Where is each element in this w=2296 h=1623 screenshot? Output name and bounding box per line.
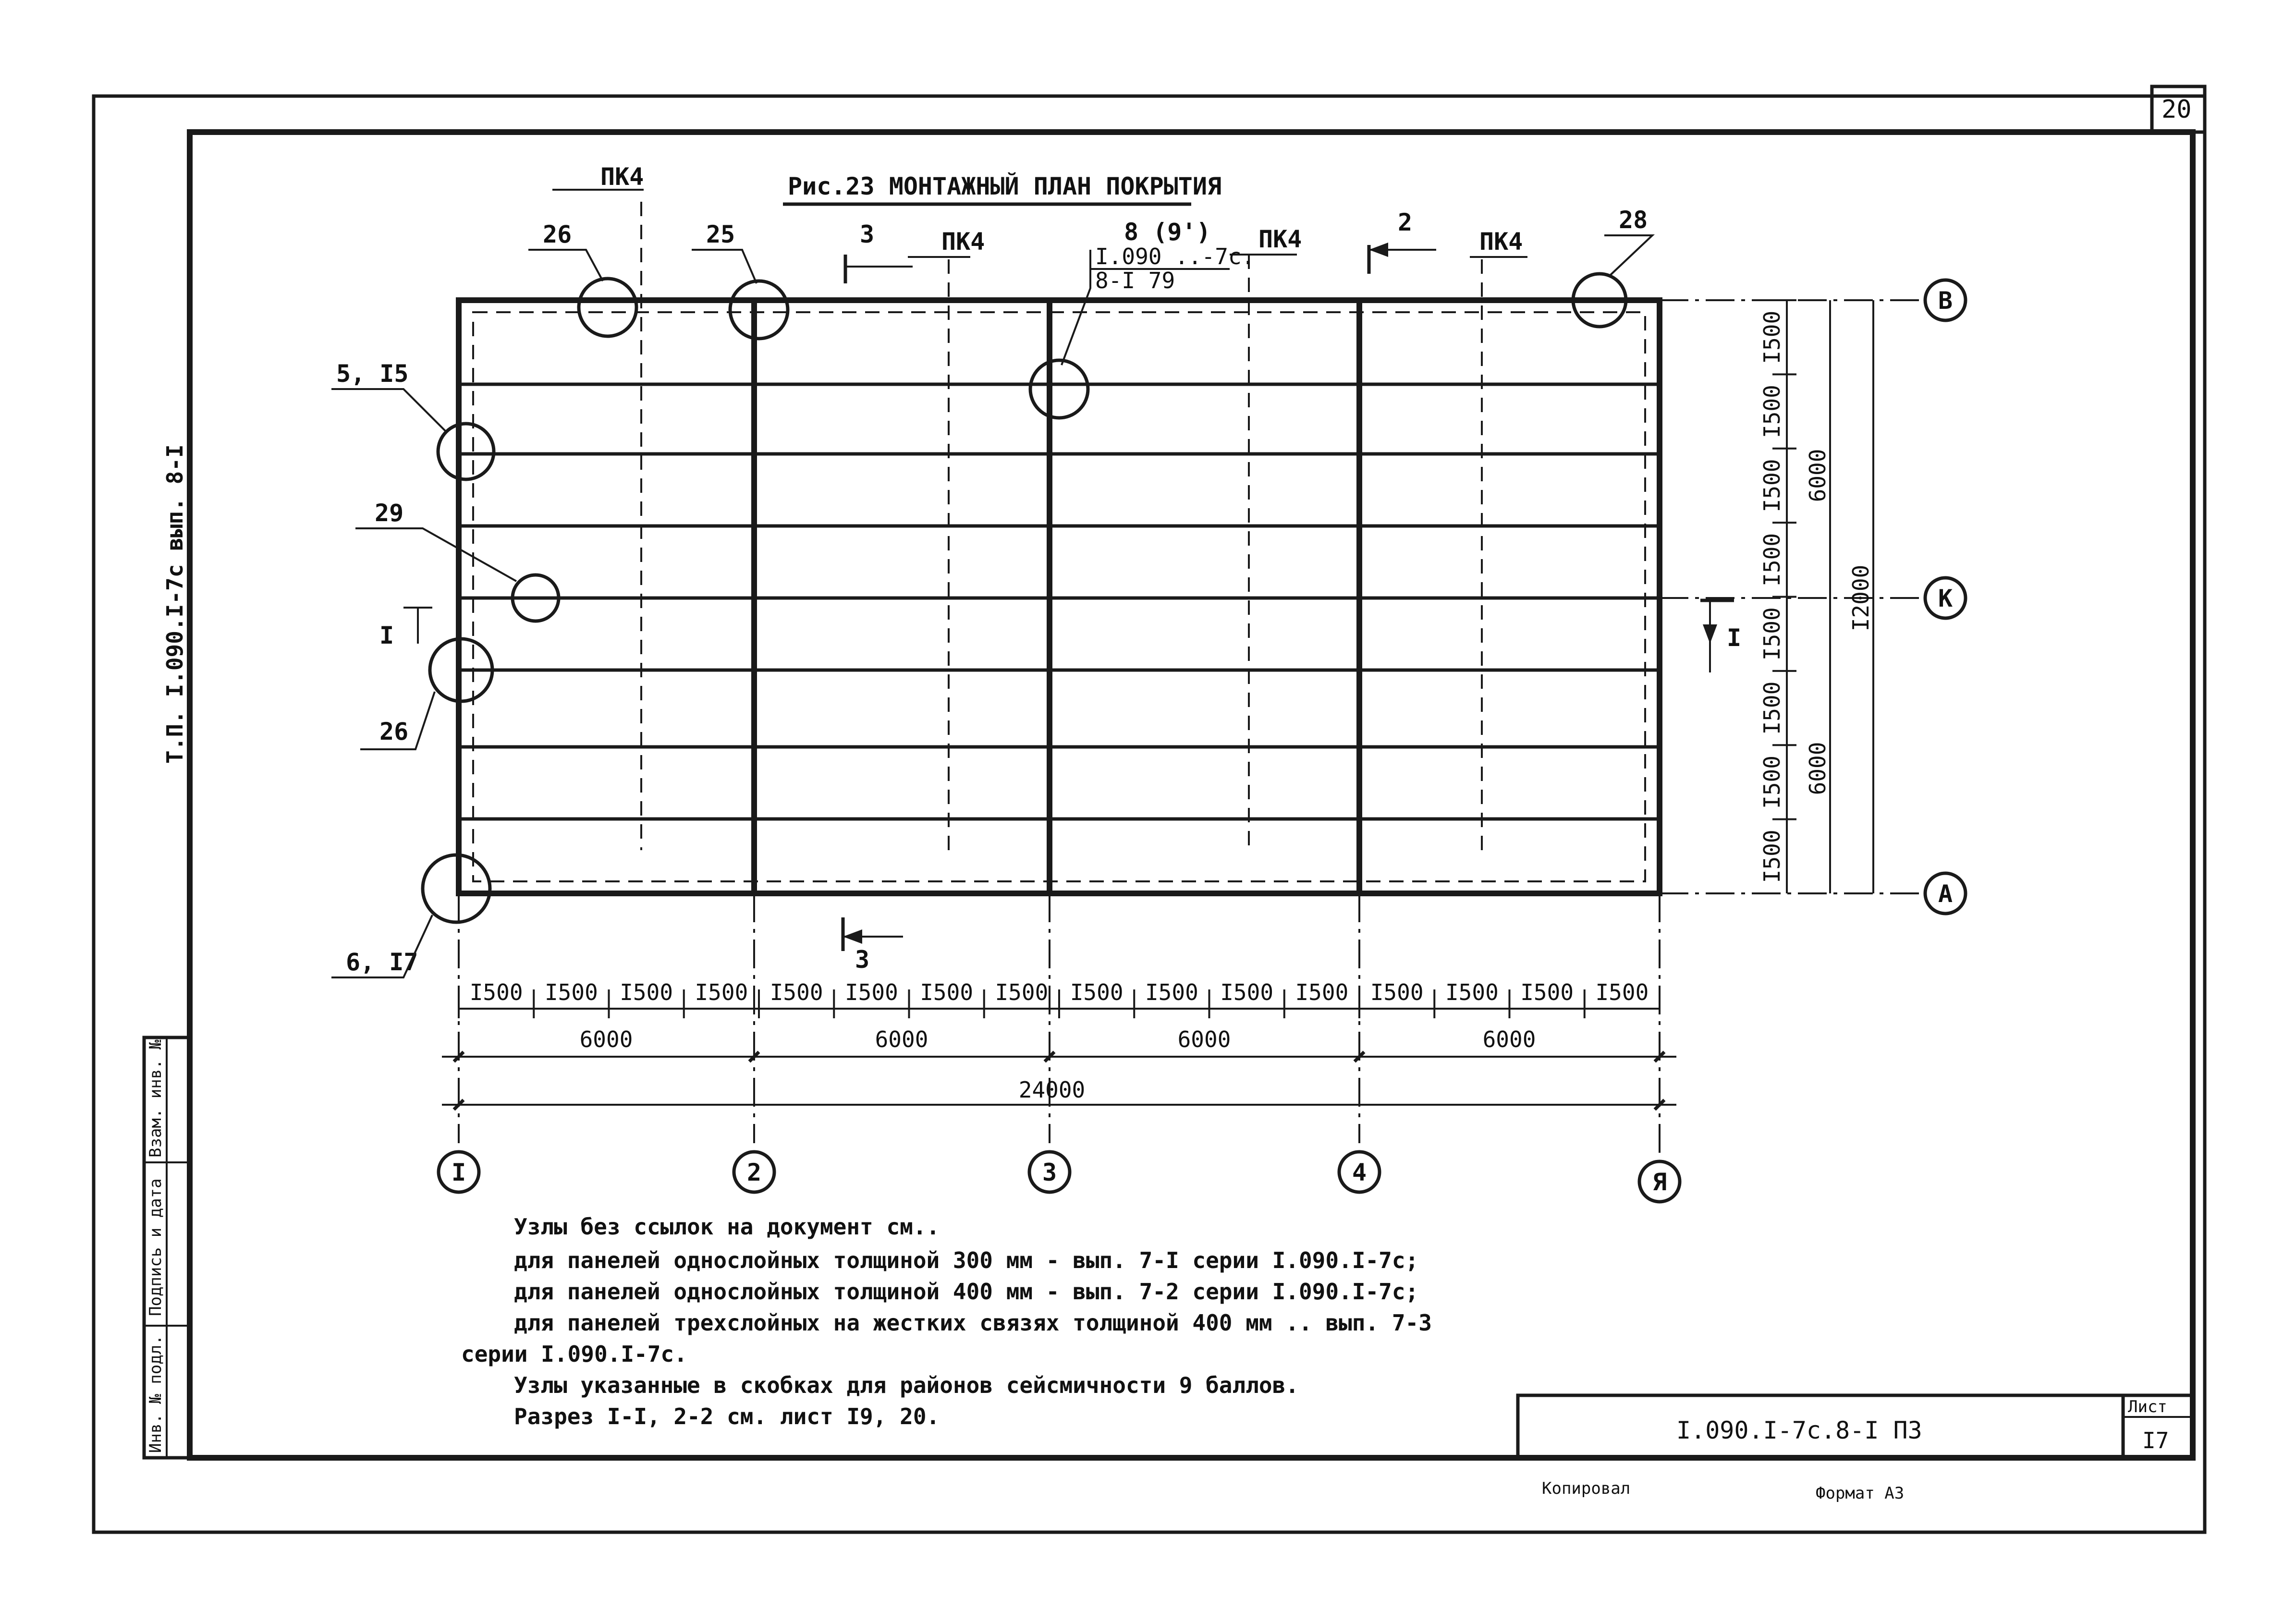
list-number: I7: [2142, 1428, 2169, 1453]
dim-right-6000-2: 6000: [1805, 742, 1831, 795]
dim-1500-label: I500: [769, 979, 823, 1005]
note-line-3: для панелей однослойных толщиной 400 мм - вып. 7-2 серии I.090.I-7с;: [514, 1279, 1419, 1305]
dim-1500-label: I500: [469, 979, 523, 1005]
dim-6000-4: 6000: [1482, 1026, 1536, 1052]
svg-text:I.090 ..-7с.: I.090 ..-7с.: [1095, 244, 1255, 269]
svg-text:3: 3: [1042, 1159, 1057, 1186]
note-line-5: серии I.090.I-7с.: [461, 1341, 687, 1367]
axis-bubble-5: [1639, 1161, 1680, 1202]
page-number: 20: [2162, 95, 2192, 124]
note-line-2: для панелей однослойных толщиной 300 мм - вып. 7-I серии I.090.I-7с;: [514, 1247, 1419, 1273]
dim-6000-3: 6000: [1177, 1026, 1231, 1052]
dim-right-1500-label: I500: [1759, 385, 1785, 438]
section-mark-2: [1369, 208, 1436, 274]
axis-bubble-1: [439, 1152, 479, 1192]
side-col-1: Взам. инв. №: [146, 1039, 165, 1158]
dim-1500-label: I500: [1145, 979, 1198, 1005]
dim-1500-label: I500: [1445, 979, 1499, 1005]
side-col-2: Подпись и дата: [146, 1178, 165, 1316]
side-stamp: Т.П. I.090.I-7с вып. 8-I: [162, 444, 188, 764]
svg-text:3: 3: [855, 946, 870, 974]
title-block-code: I.090.I-7с.8-I ПЗ: [1676, 1416, 1922, 1444]
svg-text:ПК4: ПК4: [1479, 228, 1523, 256]
svg-text:2: 2: [1398, 208, 1413, 236]
dim-right-1500-label: I500: [1759, 310, 1785, 364]
svg-text:ПК4: ПК4: [1258, 225, 1302, 253]
purlin-lines: [459, 384, 1660, 819]
dim-right-1500-label: I500: [1759, 756, 1785, 809]
svg-text:8 (9'): 8 (9'): [1124, 218, 1211, 246]
svg-text:26: 26: [379, 718, 409, 745]
svg-text:8-I 79: 8-I 79: [1095, 268, 1175, 293]
svg-text:2: 2: [746, 1159, 762, 1186]
dim-right-6000-1: 6000: [1805, 449, 1831, 502]
dim-1500-label: I500: [995, 979, 1049, 1005]
dim-right-1500-label: I500: [1759, 830, 1785, 883]
dim-right-total: I2000: [1848, 564, 1874, 632]
dim-1500-label: I500: [544, 979, 598, 1005]
svg-text:4: 4: [1352, 1159, 1367, 1186]
dim-1500-label: I500: [695, 979, 748, 1005]
dim-1500-label: I500: [1520, 979, 1574, 1005]
vertical-axes: [459, 893, 1660, 1153]
svg-text:6, I7: 6, I7: [346, 948, 418, 976]
svg-text:ПК4: ПК4: [600, 163, 644, 191]
dim-right-1500-label: I500: [1759, 533, 1785, 586]
axis-bubble-4: [1339, 1152, 1380, 1192]
dim-right-1500-label: I500: [1759, 681, 1785, 735]
svg-text:I: I: [1727, 624, 1742, 652]
notes-block: [461, 1214, 1432, 1429]
copied-label: Копировал: [1542, 1479, 1631, 1498]
axis-bubble-v: [1925, 280, 1966, 320]
dim-1500-label: I500: [1370, 979, 1424, 1005]
note-line-7: Разрез I-I, 2-2 см. лист I9, 20.: [514, 1403, 940, 1429]
svg-text:5, I5: 5, I5: [336, 360, 409, 388]
note-line-1: Узлы без ссылок на документ см..: [514, 1214, 940, 1240]
callouts: [331, 206, 1652, 977]
side-col-3: Инв. № подл.: [146, 1335, 165, 1453]
svg-text:ПК4: ПК4: [941, 228, 985, 256]
dim-1500-label: I500: [1220, 979, 1274, 1005]
section-mark-1-left: [379, 608, 432, 649]
dim-1500-label: I500: [920, 979, 974, 1005]
svg-text:В: В: [1938, 287, 1953, 315]
svg-text:I: I: [451, 1159, 466, 1186]
svg-text:К: К: [1938, 585, 1953, 612]
axis-bubble-a: [1925, 873, 1966, 914]
svg-text:Я: Я: [1652, 1168, 1667, 1196]
axis-bubble-2: [734, 1152, 774, 1192]
section-mark-1-right: [1700, 600, 1741, 672]
section-mark-3-top: [845, 220, 913, 283]
list-label: Лист: [2128, 1397, 2167, 1416]
svg-text:А: А: [1938, 880, 1953, 908]
dims-1500: [459, 979, 1649, 1018]
svg-text:28: 28: [1619, 206, 1648, 234]
note-line-4: для панелей трехслойных на жестких связях толщиной 400 мм .. вып. 7-3: [514, 1310, 1432, 1336]
dim-1500-label: I500: [844, 979, 898, 1005]
svg-text:25: 25: [706, 220, 735, 248]
dim-right-1500-label: I500: [1759, 607, 1785, 661]
dim-1500-label: I500: [1295, 979, 1349, 1005]
dim-6000-1: 6000: [579, 1026, 633, 1052]
format-label: Формат А3: [1816, 1484, 1905, 1503]
dim-total: 24000: [1018, 1077, 1086, 1103]
axis-bubble-3: [1029, 1152, 1070, 1192]
svg-text:26: 26: [543, 220, 572, 248]
section-mark-3-bottom: [843, 917, 903, 974]
drawing-title: Рис.23 МОНТАЖНЫЙ ПЛАН ПОКРЫТИЯ: [788, 172, 1222, 200]
dim-6000-2: 6000: [875, 1026, 928, 1052]
svg-text:I: I: [379, 622, 394, 649]
dims-right-1500: [1759, 300, 1796, 883]
note-line-6: Узлы указанные в скобках для районов сейсмичности 9 баллов.: [514, 1372, 1299, 1398]
dim-1500-label: I500: [620, 979, 673, 1005]
svg-text:29: 29: [375, 499, 404, 527]
dim-1500-label: I500: [1070, 979, 1124, 1005]
axis-bubble-k: [1925, 578, 1966, 618]
dim-right-1500-label: I500: [1759, 459, 1785, 513]
dim-1500-label: I500: [1595, 979, 1649, 1005]
svg-text:3: 3: [860, 220, 875, 248]
